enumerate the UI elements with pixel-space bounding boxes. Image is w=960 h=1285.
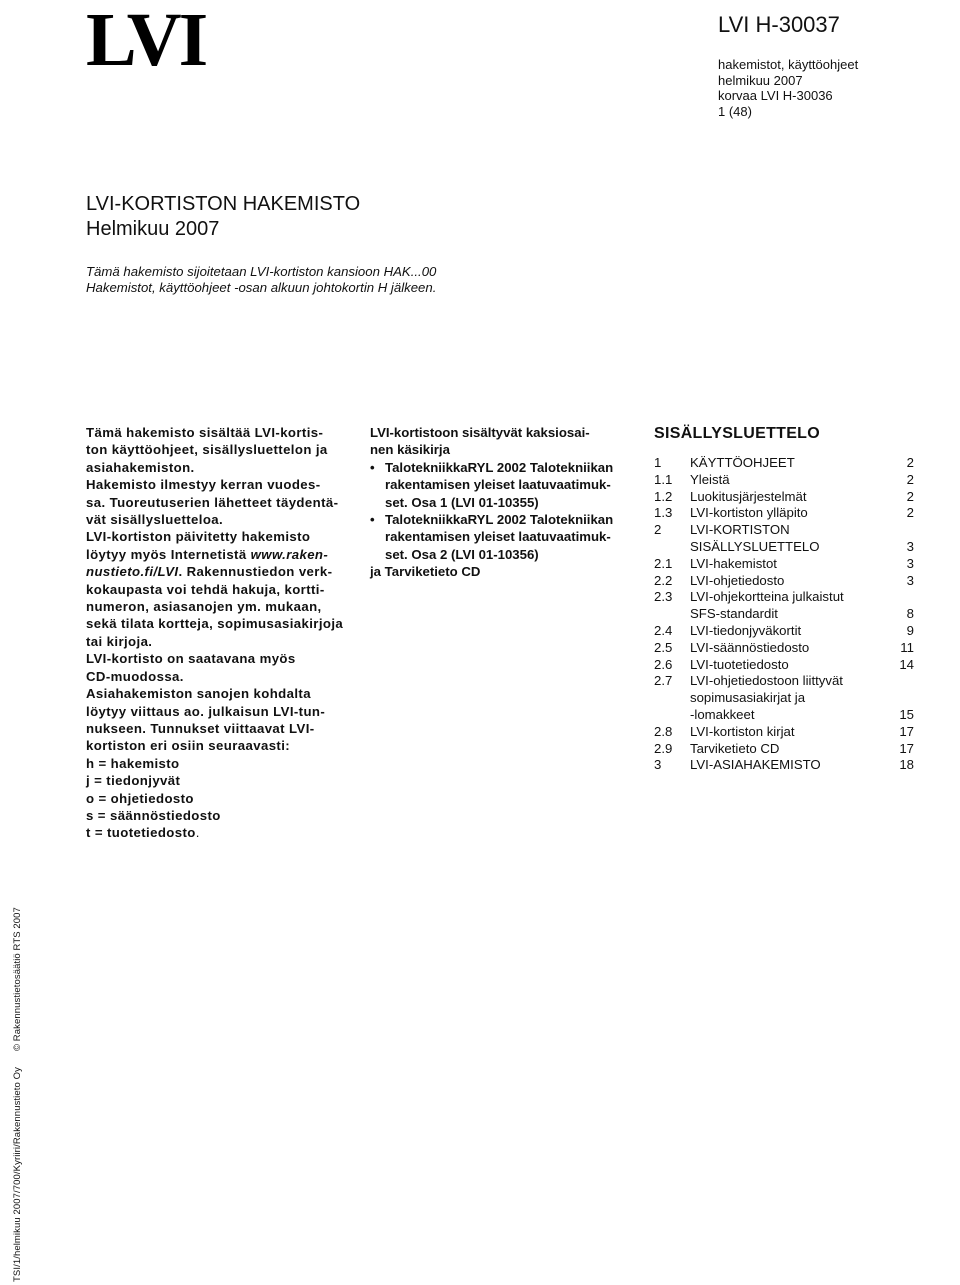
intro-line: Tämä hakemisto sijoitetaan LVI-kortiston kansioon HAK...00	[86, 264, 437, 279]
toc-entry-title: Luokitusjärjestelmät	[690, 488, 807, 504]
text-line: asiahakemiston.	[86, 459, 195, 475]
toc-entry-page: 11	[900, 639, 914, 655]
text-line: nen käsikirja	[370, 442, 450, 458]
text-line: LVI-kortistoon sisältyvät kaksiosai-	[370, 425, 590, 440]
toc-row[interactable]	[654, 522, 914, 539]
toc-entry-number: 2.8	[654, 723, 673, 739]
web-link[interactable]: nustieto.fi/LVI	[86, 564, 179, 580]
toc-entry-number: 2.7	[654, 673, 673, 689]
title-line: LVI-KORTISTON HAKEMISTO	[86, 193, 361, 215]
toc-entry-title: sopimusasiakirjat ja	[690, 690, 806, 706]
toc-list	[654, 455, 914, 774]
code-legend-line: o = ohjetiedosto	[86, 790, 194, 806]
meta-pages: 1 (48)	[718, 103, 752, 119]
text-fragment: . Rakennustiedon verk-	[178, 564, 333, 580]
toc-entry-number: 1	[654, 455, 662, 470]
toc-entry-number	[654, 690, 690, 707]
text-line: LVI-kortiston päivitetty hakemisto	[86, 529, 311, 545]
toc-entry-title: LVI-KORTISTON	[690, 522, 790, 538]
toc-row[interactable]	[654, 724, 914, 741]
text-line: kokaupasta voi tehdä hakuja, kortti-	[86, 581, 325, 597]
code-legend-line	[86, 824, 348, 841]
toc-entry-title: LVI-tiedonjyväkortit	[690, 622, 802, 638]
text-line: kortiston eri osiin seuraavasti:	[86, 738, 291, 754]
bullet-icon: •	[370, 459, 375, 475]
lvi-logo: LVI	[86, 0, 206, 82]
text-line: sa. Tuoreutuserien lähetteet täydentä-	[86, 494, 339, 510]
toc-entry-number: 1.3	[654, 505, 673, 521]
meta-replaces: korvaa LVI H-30036	[718, 88, 833, 103]
toc-entry-page: 17	[899, 723, 914, 739]
toc-entry-number: 2.2	[654, 572, 673, 588]
toc-entry-number: 2.1	[654, 555, 673, 571]
toc-entry-page: 8	[906, 606, 914, 622]
text-line: nukseen. Tunnukset viittaavat LVI-	[86, 720, 315, 736]
toc-entry-title: Yleistä	[690, 471, 730, 487]
toc-entry-title: LVI-ohjetiedosto	[690, 572, 785, 588]
toc-row[interactable]	[654, 657, 914, 674]
toc-entry-title: LVI-kortiston ylläpito	[690, 505, 808, 521]
toc-entry-number: 2.6	[654, 656, 673, 672]
toc-row[interactable]	[654, 573, 914, 590]
intro-note	[86, 264, 436, 295]
text-fragment: t = tuotetiedosto	[86, 825, 196, 841]
toc-row[interactable]	[654, 539, 914, 556]
code-legend-line: s = säännöstiedosto	[86, 807, 221, 823]
toc-row[interactable]	[654, 589, 914, 606]
handbook-column	[370, 424, 632, 581]
toc-entry-page: 3	[906, 538, 914, 554]
text-line: rakentamisen yleiset laatuvaatimuk-	[385, 529, 611, 545]
toc-heading: SISÄLLYSLUETTELO	[654, 425, 821, 442]
toc-entry-number: 2.4	[654, 622, 673, 638]
toc-entry-title: -lomakkeet	[690, 706, 755, 722]
toc-entry-number: 2.9	[654, 740, 673, 756]
toc-entry-page: 14	[899, 656, 914, 672]
toc-entry-number: 1.2	[654, 488, 673, 504]
text-line	[86, 546, 348, 563]
toc-entry-title: KÄYTTÖOHJEET	[690, 455, 795, 470]
toc-entry-number	[654, 707, 690, 724]
text-line: numeron, asiasanojen ym. mukaan,	[86, 599, 322, 615]
web-link[interactable]: www.raken-	[250, 546, 329, 562]
text-line: rakentamisen yleiset laatuvaatimuk-	[385, 477, 611, 493]
text-line: Hakemisto ilmestyy kerran vuodes-	[86, 477, 321, 493]
text-line: löytyy viittaus ao. julkaisun LVI-tun-	[86, 703, 326, 719]
text-line: TalotekniikkaRYL 2002 Talotekniikan	[385, 512, 614, 528]
text-line: ja Tarviketieto CD	[370, 564, 481, 580]
bullet-icon: •	[370, 512, 375, 528]
list-item	[370, 459, 632, 511]
toc-entry-number: 2	[654, 522, 662, 538]
toc-entry-page: 2	[906, 471, 914, 487]
toc-row[interactable]	[654, 690, 914, 707]
toc-entry-page: 9	[906, 622, 914, 638]
text-fragment: löytyy myös Internetistä	[86, 546, 251, 562]
table-of-contents	[654, 424, 914, 774]
toc-entry-title: SISÄLLYSLUETTELO	[690, 538, 820, 554]
subtitle-line: Helmikuu 2007	[86, 218, 220, 240]
toc-entry-page	[888, 522, 914, 539]
toc-entry-number	[654, 606, 690, 623]
toc-entry-title: SFS-standardit	[690, 606, 778, 622]
toc-entry-page: 3	[906, 572, 914, 588]
toc-row[interactable]	[654, 623, 914, 640]
document-id: LVI H-30037	[718, 12, 840, 37]
toc-entry-number	[654, 539, 690, 556]
toc-entry-page: 15	[899, 706, 914, 722]
toc-entry-page: 2	[906, 488, 914, 504]
toc-entry-page: 2	[906, 455, 914, 470]
list-item	[370, 511, 632, 563]
toc-entry-title: LVI-kortiston kirjat	[690, 723, 795, 739]
toc-entry-number: 2.3	[654, 589, 673, 605]
toc-row[interactable]	[654, 455, 914, 472]
text-line: CD-muodossa.	[86, 668, 184, 684]
side-imprint	[12, 891, 23, 1282]
text-fragment: .	[195, 825, 200, 841]
toc-entry-page: 3	[906, 555, 914, 571]
toc-entry-title: LVI-ASIAHAKEMISTO	[690, 757, 821, 773]
toc-entry-title: LVI-hakemistot	[690, 555, 777, 571]
text-line: Tämä hakemisto sisältää LVI-kortis-	[86, 425, 324, 440]
toc-row[interactable]	[654, 707, 914, 724]
toc-row[interactable]	[654, 757, 914, 774]
toc-entry-title: LVI-säännöstiedosto	[690, 639, 810, 655]
text-line: Asiahakemiston sanojen kohdalta	[86, 686, 311, 702]
description-column	[86, 424, 348, 842]
text-line: sekä tilata kortteja, sopimusasiakirjoja	[86, 616, 344, 632]
text-line: set. Osa 2 (LVI 01-10356)	[385, 546, 539, 562]
meta-date: helmikuu 2007	[718, 72, 803, 88]
toc-entry-number: 1.1	[654, 471, 673, 487]
toc-row[interactable]	[654, 556, 914, 573]
text-line: set. Osa 1 (LVI 01-10355)	[385, 494, 539, 510]
toc-row[interactable]	[654, 673, 914, 690]
text-line: TalotekniikkaRYL 2002 Talotekniikan	[385, 459, 614, 475]
toc-entry-page	[888, 673, 914, 690]
imprint-text: TSI/1/helmikuu 2007/700/Kyriiri/Rakennustieto Oy	[12, 1067, 23, 1282]
intro-line: Hakemistot, käyttöohjeet -osan alkuun johtokortin H jälkeen.	[86, 279, 437, 295]
toc-entry-title: LVI-tuotetiedosto	[690, 656, 789, 672]
toc-row[interactable]	[654, 640, 914, 657]
toc-entry-title: LVI-ohjetiedostoon liittyvät	[690, 673, 843, 689]
copyright-text: © Rakennustietosäätiö RTS 2007	[12, 907, 23, 1052]
document-meta	[718, 57, 858, 119]
text-line: ton käyttöohjeet, sisällysluettelon ja	[86, 442, 328, 458]
toc-entry-page	[888, 690, 914, 707]
meta-category: hakemistot, käyttöohjeet	[718, 57, 859, 72]
toc-row[interactable]	[654, 505, 914, 522]
page-title	[86, 192, 360, 242]
toc-entry-page: 2	[906, 505, 914, 521]
toc-entry-page: 18	[899, 757, 914, 773]
text-line: vät sisällysluetteloa.	[86, 512, 224, 528]
toc-row[interactable]	[654, 606, 914, 623]
toc-row[interactable]	[654, 489, 914, 506]
text-line	[86, 563, 348, 580]
toc-entry-page: 17	[899, 740, 914, 756]
toc-entry-page	[888, 589, 914, 606]
toc-row[interactable]	[654, 472, 914, 489]
toc-entry-title: LVI-ohjekortteina julkaistut	[690, 589, 844, 605]
toc-entry-number: 2.5	[654, 639, 673, 655]
code-legend-line: h = hakemisto	[86, 755, 180, 771]
text-line: tai kirjoja.	[86, 633, 153, 649]
toc-entry-title: Tarviketieto CD	[690, 740, 780, 756]
toc-entry-number: 3	[654, 757, 662, 773]
code-legend-line: j = tiedonjyvät	[86, 773, 181, 789]
toc-row[interactable]	[654, 741, 914, 758]
text-line: LVI-kortisto on saatavana myös	[86, 651, 296, 667]
